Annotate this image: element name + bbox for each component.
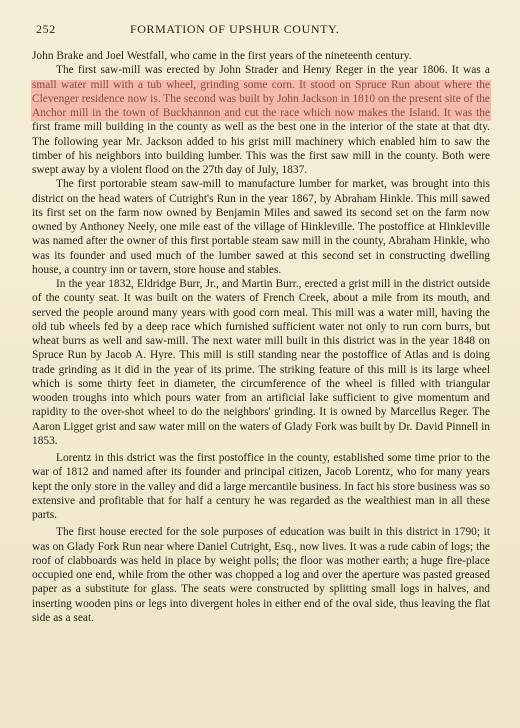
running-title: FORMATION OF UPSHUR COUNTY. [130,22,340,36]
paragraph: The first saw-mill was erected by John Strader and Henry Reger in the year 1806. It was a small water mill with a tub wheel, grinding some corn. It stood on Spruce Run about where the Clevenger residence now is. The second was built by John Jackson in 1810 on the present site of the Anchor mill in the town of Buckhannon and cut the race which now makes the Island. It was the first frame mill building in the county as well as the best one in the interior of the state at that dty. The following year Mr. Jackson added to his grist mill machinery which enabled him to saw the timber of his neighbors into building lumber. This was the first saw mill in the county. Both were swept away by a violent flood on the 27th day of July, 1837. [32,64,490,176]
paragraph: The first house erected for the sole purposes of education was built in this district in 1790; it was on Glady Fork Run near where Daniel Cutright, Esq., now lives. It was a rude cabin of logs; the roof of clabboards was held in place by weight polls; the floor was mother earth; a huge fire-place occupied one end, while from the other was chopped a log and over the aperture was pasted greased paper as a substitute for glass. The seats were constructed by splitting small logs in halves, and inserting wooden pins or legs into divergent holes in either end of the oval side, thus leaving the flat side as a seat. [32,526,490,624]
paragraph: Lorentz in this dstrict was the first postoffice in the county, established some time prior to the war of 1812 and named after its founder and principal citizen, Jacob Lorentz, who for many years kept the only store in the valley and did a large mercantile business. In fact his store business was so extensive and profitable that for half a century he was regarded as the wealthiest man in all these parts. [32,452,490,521]
paragraph: John Brake and Joel Westfall, who came in the first years of the nineteenth century. [32,50,412,62]
running-head [36,22,490,37]
page-number: 252 [36,22,56,36]
body-text [32,49,490,625]
paragraph: The first portorable steam saw-mill to manufacture lumber for market, was brought into this district on the head waters of Cutright's Run in the year 1867, by Abraham Hinkle. This mill sawed its first set on the farm now owned by Benjamin Miles and sawed its second set on the farm now owned by Anthoney Neely, one mile east of the village of Hinkleville. The postoffice at Hinkleville was named after the owner of this first portable steam saw mill in the county, Abraham Hinkle, who was its founder and used much of the lumber sawed at this second set in constructing dwelling house, a country inn or tavern, store house and stables. [32,178,490,276]
paragraph: In the year 1832, Eldridge Burr, Jr., and Martin Burr., erected a grist mill in the district outside of the county seat. It was built on the waters of French Creek, about a mile from its mouth, and served the people around many years with good corn meal. This mill was a water mill, having the old tub wheels fed by a deep race which furnished sufficient water not only to run corn burrs, but wheat burrs as well and saw-mill. The next water mill built in this district was in the year 1848 on Spruce Run by Jacob A. Hyre. This mill is still standing near the postoffice of Atlas and is doing trade grinding as it did in the year of its prime. The striking feature of this mill is its large wheel which is some thirty feet in diameter, the circumference of the wheel is filled with triangular wooden troughs into which pours water from an artificial lake sufficient to give momentum and rapidity to the over-shot wheel to do the neighbors' grinding. It is owned by Marcellus Reger. The Aaron Ligget grist and saw water mill on the waters of Glady Fork was built by Dr. David Pinnell in 1853. [32,278,490,447]
